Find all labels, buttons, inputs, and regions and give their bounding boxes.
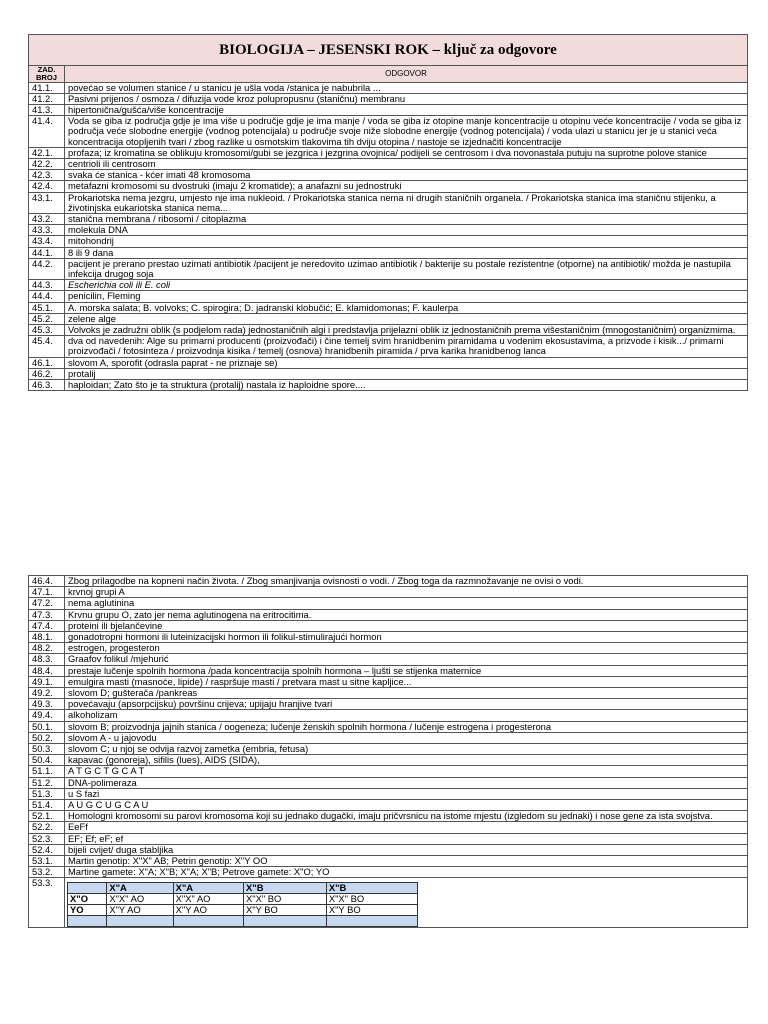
table-row [29,280,748,291]
punnett-corner [68,883,107,894]
answer-text: A U G C U G C A U [65,800,748,811]
table-row [29,587,748,598]
task-number: 44.2. [29,258,65,279]
task-number: 44.1. [29,247,65,258]
answer-text: slovom C; u njoj se odvija razvoj zametka (embria, fetusa) [65,744,748,755]
task-number: 45.2. [29,313,65,324]
answer-text: nema aglutinina [65,598,748,609]
answer-text: pacijent je prerano prestao uzimati antibiotik /pacijent je neredovito uzimao antibiotik / bakterije su postale rezistentne (otporne) na antibiotik/ možda je nastupila infekcija drugog soja [65,258,748,279]
table-row [29,576,748,587]
table-row [29,236,748,247]
answer-text: stanična membrana / ribosomi / citoplazma [65,214,748,225]
answer-text: emulgira masti (masnoće, lipide) / raspršuje masti / pretvara mast u sitne kapljice... [65,676,748,687]
task-number: 46.2. [29,368,65,379]
table-row [29,247,748,258]
table-row [29,82,748,93]
punnett-cell: X"X" AO [173,894,243,905]
task-number: 48.1. [29,632,65,643]
task-number: 46.4. [29,576,65,587]
table-row [29,822,748,833]
punnett-cell: X"Y BO [326,905,417,916]
task-number: 42.1. [29,147,65,158]
task-number: 43.1. [29,192,65,213]
table-row [29,665,748,676]
table-row [29,181,748,192]
task-number: 45.1. [29,302,65,313]
table-row [29,744,748,755]
task-number: 43.4. [29,236,65,247]
answer-text: u S fazi [65,788,748,799]
answer-key-table-1 [28,34,748,391]
task-number: 51.2. [29,777,65,788]
answer-text: estrogen, progesteron [65,643,748,654]
answer-text: A T G C T G C A T [65,766,748,777]
answer-text: krvnoj grupi A [65,587,748,598]
punnett-empty-cell [107,916,173,927]
punnett-cell: X"X" BO [326,894,417,905]
table-row [29,313,748,324]
answer-text: hipertonična/gušća/više koncentracije [65,105,748,116]
task-number: 48.2. [29,643,65,654]
task-number: 50.3. [29,744,65,755]
punnett-empty-cell [326,916,417,927]
punnett-cell: X"X" AO [107,894,173,905]
task-number: 48.3. [29,654,65,665]
punnett-cell: X"X" BO [244,894,327,905]
table-row [29,878,748,928]
answer-text: EeFf [65,822,748,833]
answer-text: molekula DNA [65,225,748,236]
answer-key-table-2 [28,575,748,928]
punnett-empty-cell [244,916,327,927]
answer-text: slovom D; gušterača /pankreas [65,688,748,699]
answer-text: dva od navedenih: Alge su primarni producenti (proizvođači) i čine temelj svim hranidbenim piramidama u vodenim ekosustavima, a prizvode i kisik.../ primarni proizvođači / fotosinteza / proizvodnja kisika / temelj (osnova) hranidbenih piramida / prva karika hranidbenog lanca [65,336,748,357]
answer-text: Escherichia coli ili E. coli [65,280,748,291]
task-number: 48.4. [29,665,65,676]
table-row [29,777,748,788]
table-row [29,598,748,609]
table-row [29,699,748,710]
answer-text: Voda se giba iz područja gdje je ima više u područje gdje je ima manje / voda se giba iz otopine manje koncentracije u otopinu veće koncentracije / voda se giba iz područja veće slobodne energije (vodnog potencijala) u područje svoje niže slobodne energije (vodnog potencijala) / voda ulazi u stanicu jer je u stanici veća koncentracija otopljenih tvari / zbog razlike u osmotskim tlakovima tih dviju otopina / nastoje se izjednačiti koncentracije [65,116,748,148]
task-number: 49.3. [29,699,65,710]
answer-text: proteini ili bjelančevine [65,620,748,631]
table-row [29,380,748,391]
table-row [29,643,748,654]
punnett-cell: X"Y BO [244,905,327,916]
answer-text: slovom A - u jajovodu [65,732,748,743]
punnett-gamete-header: X"A [107,883,173,894]
task-number: 46.1. [29,357,65,368]
table-row [29,788,748,799]
punnett-row [68,894,418,905]
task-number: 52.2. [29,822,65,833]
answer-text: mitohondrij [65,236,748,247]
answer-text: profaza; iz kromatina se oblikuju kromosomi/gubi se jezgrica i jezgrina ovojnica/ podijeli se centrosom i dva novonastala putuju na suprotne polove stanice [65,147,748,158]
punnett-header-row [68,883,418,894]
answer-text: gonadotropni hormoni ili luteinizacijski hormon ili folikul-stimulirajući hormon [65,632,748,643]
answer-text: DNA-polimeraza [65,777,748,788]
task-number: 41.2. [29,93,65,104]
table-row [29,609,748,620]
answer-text: alkoholizam [65,710,748,721]
answer-text: prestaje lučenje spolnih hormona /pada koncentracija spolnih hormona – ljušti se stijenka maternice [65,665,748,676]
task-number: 52.4. [29,844,65,855]
table-row [29,170,748,181]
task-number: 42.4. [29,181,65,192]
answer-text: Prokariotska nema jezgru, umjesto nje ima nukleoid. / Prokariotska stanica nema ni drugih staničnih organela. / Prokariotska stanica ima staničnu stijenku, a životinjska eukariotska stanica nema... [65,192,748,213]
answer-text: protalij [65,368,748,379]
table-row [29,856,748,867]
task-number: 47.2. [29,598,65,609]
table-row [29,357,748,368]
answer-text: Zbog prilagodbe na kopneni način života. / Zbog smanjivanja ovisnosti o vodi. / Zbog toga da razmnožavanje ne ovisi o vodi. [65,576,748,587]
header-answer: ODGOVOR [65,66,748,83]
answer-text: Volvoks je zadružni oblik (s podjelom rada) jednostaničnih algi i predstavlja prijelazni oblik iz jednostaničnih prema višestaničnim (mnogostaničnim) organizmima. [65,325,748,336]
title-row [29,35,748,66]
task-number: 43.3. [29,225,65,236]
table-row [29,302,748,313]
task-number: 49.1. [29,676,65,687]
task-number: 53.3. [29,878,65,928]
answer-text: Pasivni prijenos / osmoza / difuzija vode kroz polupropusnu (staničnu) membranu [65,93,748,104]
answer-text: 8 ili 9 dana [65,247,748,258]
answer-text: EF; Ef; eF; ef [65,833,748,844]
task-number: 52.3. [29,833,65,844]
task-number: 50.4. [29,755,65,766]
table-row [29,833,748,844]
table-row [29,654,748,665]
table-row [29,214,748,225]
table-row [29,766,748,777]
task-number: 41.4. [29,116,65,148]
answer-text: svaka će stanica - kćer imati 48 kromosoma [65,170,748,181]
table-row [29,688,748,699]
task-number: 43.2. [29,214,65,225]
task-number: 41.1. [29,82,65,93]
table-row [29,192,748,213]
answer-text: kapavac (gonoreja), sifilis (lues), AIDS (SIDA), [65,755,748,766]
task-number: 50.1. [29,721,65,732]
table-row [29,867,748,878]
header-row [29,66,748,83]
task-number: 41.3. [29,105,65,116]
punnett-gamete-header: X"A [173,883,243,894]
task-number: 51.4. [29,800,65,811]
answer-text: Graafov folikul /mjehurić [65,654,748,665]
table-row [29,291,748,302]
answer-text: povećavaju (apsorpcijsku) površinu crijeva; upijaju hranjive tvari [65,699,748,710]
punnett-row [68,905,418,916]
task-number: 45.3. [29,325,65,336]
table-row [29,620,748,631]
table-row [29,368,748,379]
punnett-square [67,882,418,927]
page-title: BIOLOGIJA – JESENSKI ROK – ključ za odgovore [29,35,748,66]
answer-text: Martin genotip: X"X" AB; Petrin genotip: X"Y OO [65,856,748,867]
task-number: 42.3. [29,170,65,181]
table-row [29,721,748,732]
task-number: 42.2. [29,159,65,170]
task-number: 53.1. [29,856,65,867]
table-row [29,325,748,336]
task-number: 51.1. [29,766,65,777]
answer-text [65,878,748,928]
answer-text: Krvnu grupu O, zato jer nema aglutinogena na eritrocitima. [65,609,748,620]
table-row [29,147,748,158]
task-number: 47.1. [29,587,65,598]
header-task-number: ZAD. BROJ [29,66,65,83]
table-row [29,632,748,643]
answer-text: slovom B; proizvodnja jajnih stanica / oogeneza; lučenje ženskih spolnih hormona / lučenje estrogena i progesterona [65,721,748,732]
task-number: 52.1. [29,811,65,822]
task-number: 45.4. [29,336,65,357]
punnett-cell: X"Y AO [107,905,173,916]
table-row [29,336,748,357]
answer-text: penicilin, Fleming [65,291,748,302]
answer-text: metafazni kromosomi su dvostruki (imaju 2 kromatide); a anafazni su jednostruki [65,181,748,192]
task-number: 49.2. [29,688,65,699]
table-row [29,732,748,743]
task-number: 47.3. [29,609,65,620]
punnett-row-label: X"O [68,894,107,905]
table-row [29,116,748,148]
table-row [29,755,748,766]
table-row [29,225,748,236]
answer-text: bijeli cvijet/ duga stabljika [65,844,748,855]
punnett-empty-cell [173,916,243,927]
task-number: 49.4. [29,710,65,721]
task-number: 44.3. [29,280,65,291]
answer-text: slovom A, sporofit (odrasla paprat - ne priznaje se) [65,357,748,368]
table-row [29,710,748,721]
table-row [29,105,748,116]
table-row [29,800,748,811]
punnett-gamete-header: X"B [244,883,327,894]
table-row [29,844,748,855]
table-row [29,676,748,687]
table-row [29,258,748,279]
table-row [29,811,748,822]
punnett-gamete-header: X"B [326,883,417,894]
task-number: 51.3. [29,788,65,799]
answer-text: Homologni kromosomi su parovi kromosoma koji su jednako dugački, imaju pričvrsnicu na istome mjestu (izgledom su jednaki) i nose gene za ista svojstva. [65,811,748,822]
task-number: 44.4. [29,291,65,302]
table-row [29,159,748,170]
task-number: 47.4. [29,620,65,631]
table-row [29,93,748,104]
answer-text: centrioli ili centrosom [65,159,748,170]
punnett-cell: X"Y AO [173,905,243,916]
answer-text: Martine gamete: X"A; X"B; X"A; X"B; Petrove gamete: X"O; YO [65,867,748,878]
task-number: 46.3. [29,380,65,391]
answer-text: A. morska salata; B. volvoks; C. spirogira; D. jadranski klobučić; E. klamidomonas; F. kaulerpa [65,302,748,313]
answer-text: haploidan; Zato što je ta struktura (protalij) nastala iz haploidne spore.... [65,380,748,391]
task-number: 53.2. [29,867,65,878]
task-number: 50.2. [29,732,65,743]
punnett-empty-cell [68,916,107,927]
answer-text: zelene alge [65,313,748,324]
answer-text: povećao se volumen stanice / u stanicu je ušla voda /stanica je nabubrila ... [65,82,748,93]
punnett-row-label: YO [68,905,107,916]
punnett-footer-row [68,916,418,927]
